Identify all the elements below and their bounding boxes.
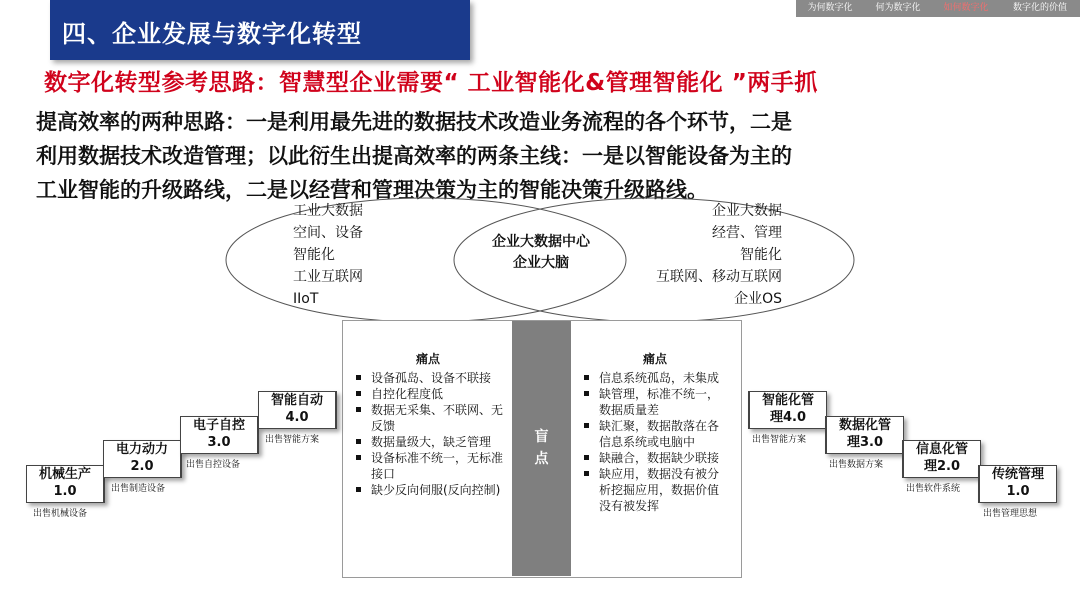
page-title: 四、企业发展与数字化转型 <box>62 20 362 48</box>
left-ellipse-line: IIoT <box>293 291 319 307</box>
step-version: 1.0 <box>53 484 77 499</box>
right-ellipse-line: 智能化 <box>740 247 782 263</box>
step-version: 理2.0 <box>923 459 961 474</box>
right-pain-block <box>580 350 730 514</box>
center-overlap-text <box>466 232 616 274</box>
step-version: 3.0 <box>207 435 231 450</box>
step-version: 1.0 <box>1006 484 1030 499</box>
step-intelligent-4 <box>258 391 337 429</box>
blind-spot-char: 点 <box>534 451 549 467</box>
blind-spot-label <box>512 426 571 470</box>
left-pain-item: 设备孤岛、设备不联接 <box>352 370 504 386</box>
left-ellipse-text <box>293 200 363 310</box>
step-name: 传统管理 <box>991 467 1044 482</box>
step-info-mgmt-2 <box>902 440 981 478</box>
nav-tab-what[interactable]: 何为数字化 <box>864 0 932 17</box>
step-name: 电子自控 <box>192 418 245 433</box>
right-ellipse-line: 互联网、移动互联网 <box>656 269 782 285</box>
left-ellipse-line: 工业大数据 <box>293 203 363 219</box>
step-electric-2 <box>103 440 182 478</box>
right-pain-item: 缺汇聚，数据散落在各信息系统或电脑中 <box>580 418 730 450</box>
left-ellipse-line: 智能化 <box>293 247 335 263</box>
left-pain-item: 数据量级大，缺乏管理 <box>352 434 504 450</box>
left-pain-heading: 痛点 <box>415 352 440 366</box>
step-caption: 出售管理思想 <box>983 509 1038 519</box>
right-ellipse-text <box>600 200 782 310</box>
step-caption: 出售数据方案 <box>829 460 884 470</box>
step-smart-mgmt-4 <box>748 391 827 429</box>
right-pain-item: 缺应用，数据没有被分析挖掘应用，数据价值没有被发挥 <box>580 466 730 514</box>
intro-line-2: 利用数据技术改造管理；以此衍生出提高效率的两条主线：一是以智能设备为主的 <box>36 144 792 168</box>
subtitle: 数字化转型参考思路：智慧型企业需要“ 工业智能化&管理智能化 ”两手抓 <box>44 70 818 96</box>
center-line: 企业大数据中心 <box>492 234 590 250</box>
step-name: 机械生产 <box>38 467 91 482</box>
nav-tab-how[interactable]: 如何数字化 <box>932 0 1000 17</box>
blind-spot-char: 盲 <box>534 429 549 445</box>
intro-line-3: 工业智能的升级路线，二是以经营和管理决策为主的智能决策升级路线。 <box>36 178 708 202</box>
right-pain-item: 缺管理，标准不统一，数据质量差 <box>580 386 730 418</box>
step-version: 理4.0 <box>769 410 807 425</box>
step-name: 智能自动 <box>270 393 323 408</box>
right-pain-item: 缺融合，数据缺少联接 <box>580 450 730 466</box>
step-caption: 出售智能方案 <box>752 435 807 445</box>
step-data-mgmt-3 <box>825 416 904 454</box>
right-ellipse-line: 企业OS <box>734 291 782 307</box>
left-pain-block <box>352 350 504 498</box>
step-name: 数据化管 <box>838 418 891 433</box>
right-ellipse-line: 企业大数据 <box>712 203 782 219</box>
left-ellipse-line: 空间、设备 <box>293 225 363 241</box>
step-caption: 出售自控设备 <box>186 460 241 470</box>
step-version: 4.0 <box>285 410 309 425</box>
right-ellipse-line: 经营、管理 <box>712 225 782 241</box>
step-name: 智能化管 <box>761 393 814 408</box>
nav-tab-why[interactable]: 为何数字化 <box>796 0 864 17</box>
left-pain-item: 自控化程度低 <box>352 386 504 402</box>
left-pain-item: 缺少反向伺服(反向控制) <box>352 482 504 498</box>
left-ellipse-line: 工业互联网 <box>293 269 363 285</box>
step-caption: 出售软件系统 <box>906 484 961 494</box>
step-mechanical-1 <box>26 465 105 503</box>
left-pain-item: 设备标准不统一，无标准接口 <box>352 450 504 482</box>
right-pain-item: 信息系统孤岛，未集成 <box>580 370 730 386</box>
center-line: 企业大脑 <box>513 255 569 271</box>
nav-tab-value[interactable]: 数字化的价值 <box>1000 0 1080 17</box>
step-version: 理3.0 <box>846 435 884 450</box>
intro-line-1: 提高效率的两种思路：一是利用最先进的数据技术改造业务流程的各个环节，二是 <box>36 110 792 134</box>
step-caption: 出售制造设备 <box>111 484 166 494</box>
step-traditional-mgmt-1 <box>978 465 1057 503</box>
step-caption: 出售智能方案 <box>265 435 320 445</box>
right-pain-heading: 痛点 <box>642 352 667 366</box>
step-name: 电力动力 <box>115 442 168 457</box>
step-electronic-3 <box>180 416 259 454</box>
step-caption: 出售机械设备 <box>33 509 88 519</box>
step-name: 信息化管 <box>915 442 968 457</box>
step-version: 2.0 <box>130 459 154 474</box>
left-pain-item: 数据无采集、不联网、无反馈 <box>352 402 504 434</box>
